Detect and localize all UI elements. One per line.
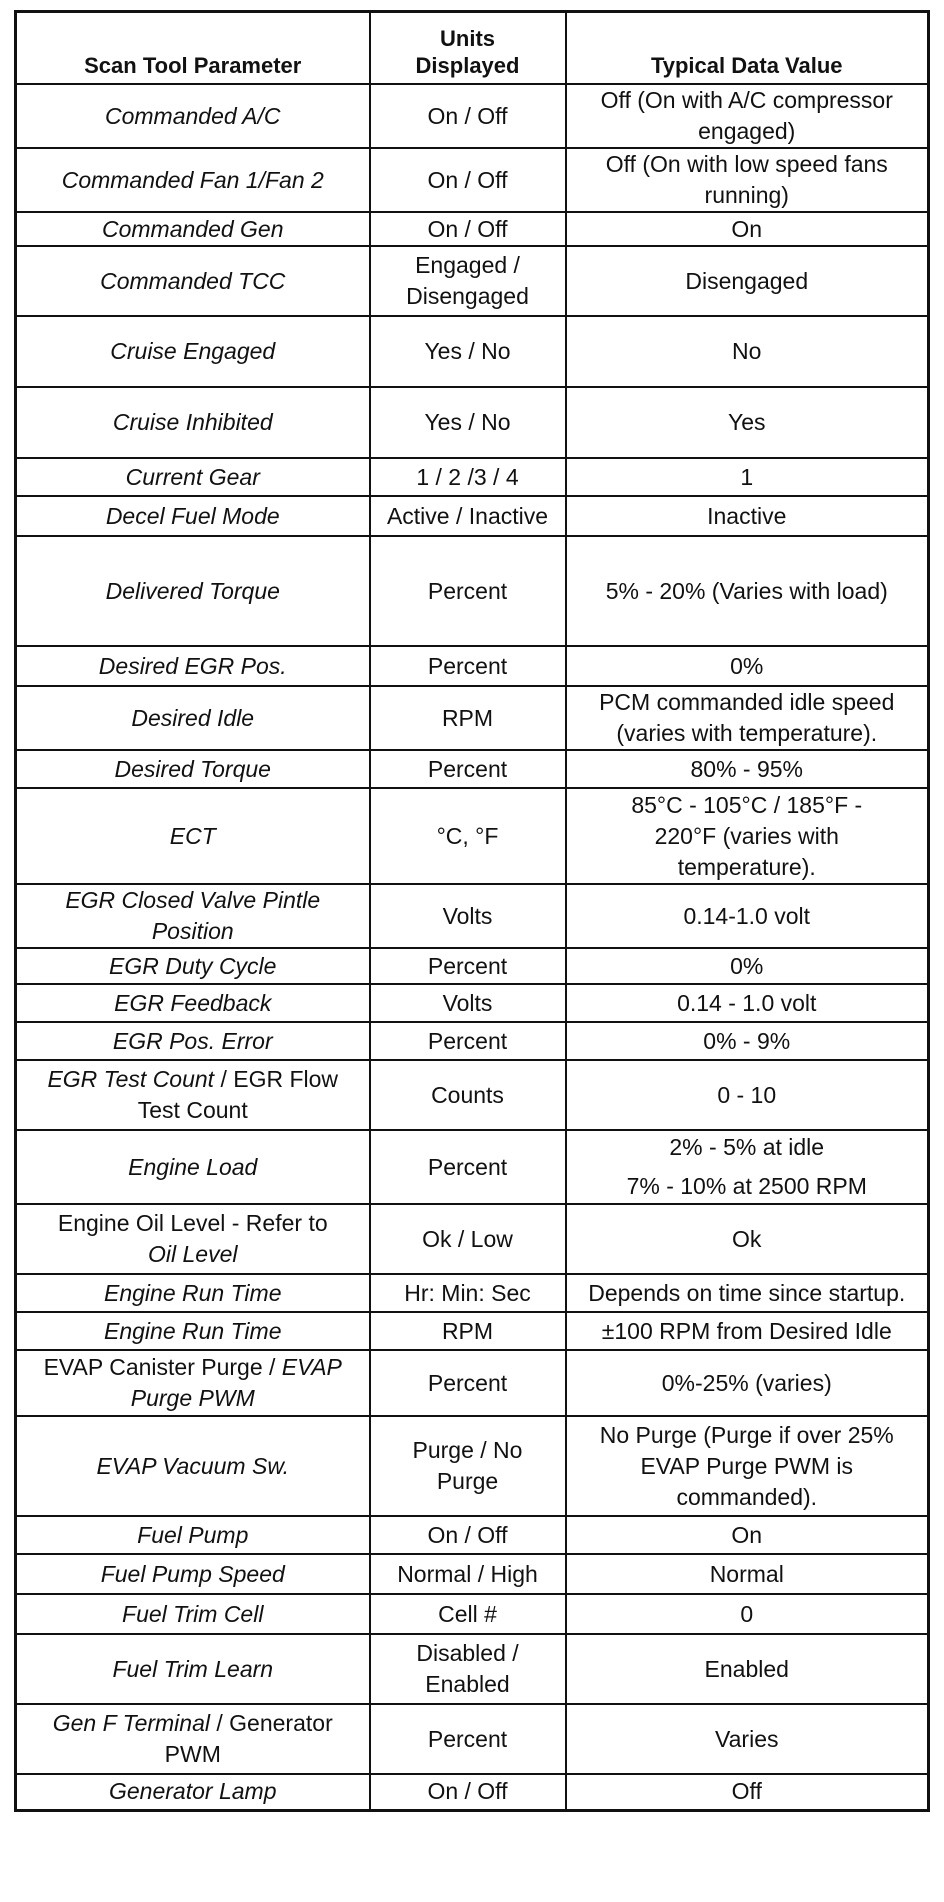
parameter-line: Oil Level <box>148 1241 238 1267</box>
units-cell: Percent <box>370 1022 566 1060</box>
header-units-displayed <box>370 12 566 85</box>
value-cell: Yes <box>566 387 929 458</box>
table-row <box>16 316 929 387</box>
parameter-line: EGR Closed Valve Pintle <box>65 887 321 913</box>
value-line: commanded). <box>676 1483 818 1510</box>
parameter-cell <box>16 1704 370 1774</box>
parameter-cell: Generator Lamp <box>16 1774 370 1810</box>
table-row <box>16 1274 929 1312</box>
parameter-cell: Desired Torque <box>16 750 370 788</box>
value-cell: 0.14-1.0 volt <box>566 884 929 948</box>
table-row <box>16 1774 929 1810</box>
units-line: Purge <box>436 1468 499 1494</box>
units-cell: Yes / No <box>370 316 566 387</box>
value-cell: On <box>566 1516 929 1554</box>
parameter-cell: Cruise Inhibited <box>16 387 370 458</box>
table-row <box>16 1416 929 1516</box>
parameter-cell: EVAP Vacuum Sw. <box>16 1416 370 1516</box>
parameter-line: EGR Test Count <box>47 1066 215 1092</box>
units-cell: On / Off <box>370 1516 566 1554</box>
units-cell: Volts <box>370 884 566 948</box>
table-row <box>16 148 929 212</box>
value-cell: 0.14 - 1.0 volt <box>566 984 929 1022</box>
parameter-cell: Engine Run Time <box>16 1274 370 1312</box>
units-line: Engaged / <box>415 252 520 278</box>
value-cell: Enabled <box>566 1634 929 1704</box>
table-row <box>16 212 929 246</box>
table-row <box>16 1704 929 1774</box>
value-line: engaged) <box>698 118 796 144</box>
parameter-cell: Desired EGR Pos. <box>16 646 370 686</box>
units-line: Disabled / <box>416 1640 519 1666</box>
header-typical-data-value: Typical Data Value <box>566 12 929 85</box>
value-cell <box>566 788 929 884</box>
value-cell: ±100 RPM from Desired Idle <box>566 1312 929 1350</box>
scan-tool-parameter-table <box>14 10 930 1812</box>
parameter-cell <box>16 1060 370 1130</box>
parameter-cell: Delivered Torque <box>16 536 370 646</box>
parameter-cell: Fuel Pump <box>16 1516 370 1554</box>
value-line: No Purge (Purge if over 25% <box>599 1421 894 1448</box>
value-line: 7% - 10% at 2500 RPM <box>626 1173 867 1199</box>
value-cell: Ok <box>566 1204 929 1274</box>
units-cell: Percent <box>370 1704 566 1774</box>
table-row <box>16 686 929 750</box>
value-cell: On <box>566 212 929 246</box>
units-cell: Counts <box>370 1060 566 1130</box>
value-line: Off (On with low speed fans <box>605 151 888 177</box>
table-row <box>16 536 929 646</box>
value-cell <box>566 148 929 212</box>
value-cell: Off <box>566 1774 929 1810</box>
units-cell: Percent <box>370 536 566 646</box>
value-cell: 0 - 10 <box>566 1060 929 1130</box>
units-cell: Cell # <box>370 1594 566 1634</box>
units-cell: On / Off <box>370 148 566 212</box>
units-cell: Percent <box>370 646 566 686</box>
parameter-cell: Commanded A/C <box>16 84 370 148</box>
value-cell: 0 <box>566 1594 929 1634</box>
value-cell: No <box>566 316 929 387</box>
units-cell <box>370 1416 566 1516</box>
table-row <box>16 458 929 496</box>
table-row <box>16 1634 929 1704</box>
header-scan-tool-parameter: Scan Tool Parameter <box>16 12 370 85</box>
value-cell: 0%-25% (varies) <box>566 1350 929 1416</box>
parameter-line: Test Count <box>137 1097 248 1123</box>
table-row <box>16 788 929 884</box>
table-header-row <box>16 12 929 85</box>
value-cell <box>566 1416 929 1516</box>
units-cell <box>370 1634 566 1704</box>
table-row <box>16 948 929 984</box>
units-cell: On / Off <box>370 212 566 246</box>
value-cell: 0% <box>566 948 929 984</box>
parameter-cell <box>16 1204 370 1274</box>
parameter-cell: Cruise Engaged <box>16 316 370 387</box>
value-cell: Disengaged <box>566 246 929 316</box>
table-row <box>16 387 929 458</box>
table-row <box>16 646 929 686</box>
parameter-cell: Fuel Trim Learn <box>16 1634 370 1704</box>
parameter-line: PWM <box>164 1741 221 1767</box>
parameter-cell: Decel Fuel Mode <box>16 496 370 536</box>
parameter-line: Position <box>151 918 234 944</box>
units-line: Enabled <box>425 1671 510 1697</box>
parameter-cell: Engine Load <box>16 1130 370 1204</box>
units-cell: RPM <box>370 1312 566 1350</box>
units-cell: On / Off <box>370 84 566 148</box>
parameter-cell: EGR Duty Cycle <box>16 948 370 984</box>
value-cell: 5% - 20% (Varies with load) <box>566 536 929 646</box>
table-row <box>16 1554 929 1594</box>
table-row <box>16 496 929 536</box>
value-line: PCM commanded idle speed <box>599 689 895 715</box>
value-cell: Varies <box>566 1704 929 1774</box>
value-cell <box>566 686 929 750</box>
parameter-cell <box>16 1350 370 1416</box>
parameter-line: EVAP Canister Purge / <box>43 1354 282 1380</box>
table-row <box>16 1060 929 1130</box>
value-line: 85°C - 105°C / 185°F - <box>631 791 863 818</box>
parameter-cell <box>16 884 370 948</box>
value-cell <box>566 84 929 148</box>
value-cell: Depends on time since startup. <box>566 1274 929 1312</box>
units-cell: Percent <box>370 1130 566 1204</box>
units-cell: RPM <box>370 686 566 750</box>
parameter-cell: ECT <box>16 788 370 884</box>
value-line: (varies with temperature). <box>616 720 878 746</box>
parameter-cell: EGR Feedback <box>16 984 370 1022</box>
table-row <box>16 246 929 316</box>
value-cell: 0% <box>566 646 929 686</box>
value-line: running) <box>704 182 789 208</box>
table-row <box>16 1204 929 1274</box>
units-line: Purge / No <box>412 1437 523 1463</box>
table-row <box>16 1022 929 1060</box>
parameter-cell: Commanded Gen <box>16 212 370 246</box>
table-row <box>16 1594 929 1634</box>
parameter-cell: Fuel Trim Cell <box>16 1594 370 1634</box>
units-cell: Ok / Low <box>370 1204 566 1274</box>
value-line: Off (On with A/C compressor <box>600 87 893 113</box>
parameter-cell: EGR Pos. Error <box>16 1022 370 1060</box>
units-cell: Percent <box>370 1350 566 1416</box>
units-cell: Hr: Min: Sec <box>370 1274 566 1312</box>
header-units-line1: Units <box>440 26 495 51</box>
parameter-line: / EGR Flow <box>214 1066 339 1092</box>
value-line: 2% - 5% at idle <box>669 1134 825 1160</box>
parameter-line: Gen F Terminal <box>52 1710 210 1736</box>
value-line: EVAP Purge PWM is <box>640 1452 854 1479</box>
units-cell: Active / Inactive <box>370 496 566 536</box>
value-cell: Normal <box>566 1554 929 1594</box>
units-cell: °C, °F <box>370 788 566 884</box>
value-line: temperature). <box>677 853 816 880</box>
parameter-cell: Commanded Fan 1/Fan 2 <box>16 148 370 212</box>
parameter-cell: Commanded TCC <box>16 246 370 316</box>
value-cell <box>566 1130 929 1204</box>
units-line: Disengaged <box>406 283 529 309</box>
parameter-line: EVAP <box>281 1354 342 1380</box>
scan-tool-data-sheet <box>14 10 927 1812</box>
value-cell: 1 <box>566 458 929 496</box>
units-cell: Yes / No <box>370 387 566 458</box>
units-cell: Percent <box>370 750 566 788</box>
parameter-line: / Generator <box>210 1710 333 1736</box>
units-cell: 1 / 2 /3 / 4 <box>370 458 566 496</box>
value-cell: Inactive <box>566 496 929 536</box>
value-cell: 80% - 95% <box>566 750 929 788</box>
parameter-cell: Current Gear <box>16 458 370 496</box>
parameter-line: Purge PWM <box>130 1385 255 1411</box>
parameter-cell: Fuel Pump Speed <box>16 1554 370 1594</box>
table-row <box>16 1312 929 1350</box>
parameter-line: Engine Oil Level - Refer to <box>57 1210 328 1236</box>
table-row <box>16 884 929 948</box>
units-cell: Normal / High <box>370 1554 566 1594</box>
table-row <box>16 84 929 148</box>
parameter-cell: Engine Run Time <box>16 1312 370 1350</box>
parameter-cell: Desired Idle <box>16 686 370 750</box>
value-line: 220°F (varies with <box>654 822 839 849</box>
units-cell: Percent <box>370 948 566 984</box>
table-row <box>16 984 929 1022</box>
table-row <box>16 1130 929 1204</box>
units-cell <box>370 246 566 316</box>
table-row <box>16 750 929 788</box>
table-row <box>16 1516 929 1554</box>
table-row <box>16 1350 929 1416</box>
header-units-line2: Displayed <box>415 53 520 78</box>
value-cell: 0% - 9% <box>566 1022 929 1060</box>
units-cell: Volts <box>370 984 566 1022</box>
units-cell: On / Off <box>370 1774 566 1810</box>
